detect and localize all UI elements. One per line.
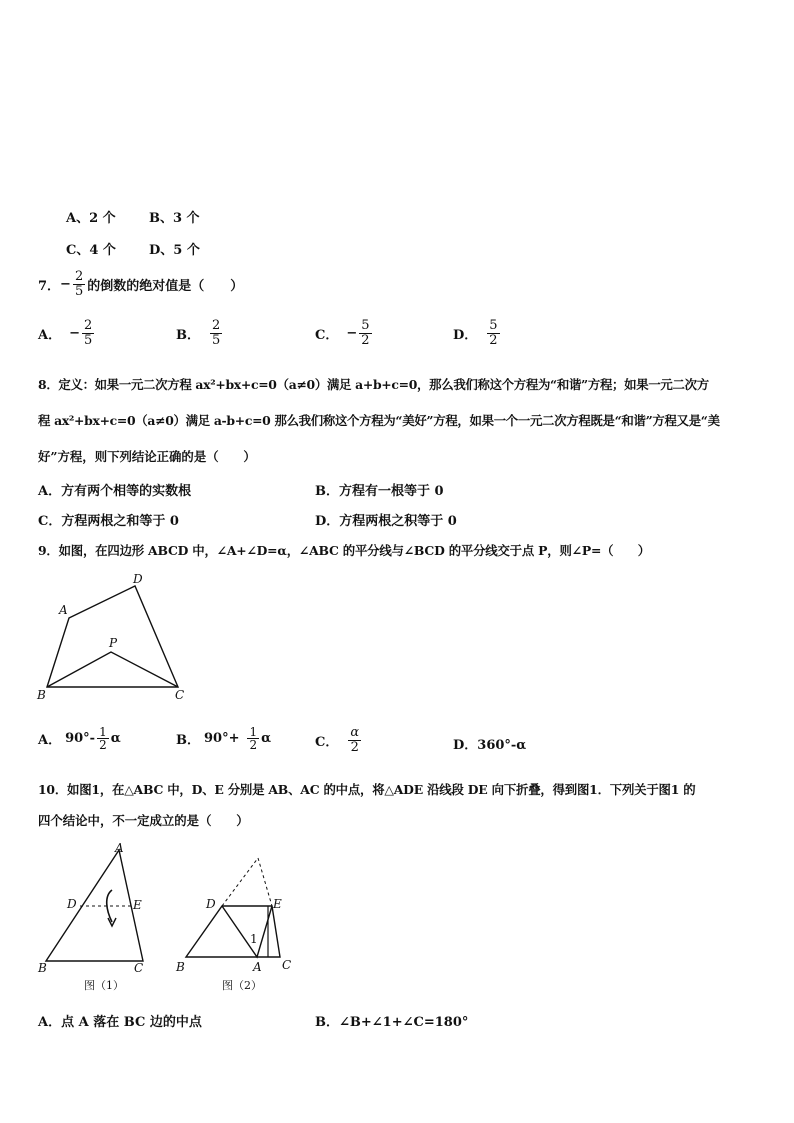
q8-stem-line3: 好”方程，则下列结论正确的是（ ） — [38, 449, 256, 464]
q7-number: 7． — [38, 279, 61, 294]
frac-den: 2 — [249, 738, 258, 752]
q7-option-letter: A． — [38, 328, 62, 343]
frac-num: 2 — [212, 318, 221, 333]
frac-den: 2 — [99, 738, 107, 752]
q7-option-d — [453, 319, 502, 348]
label-b: B — [38, 961, 47, 975]
q7-option-fraction — [487, 319, 499, 348]
q6-option-d: D、5 个 — [149, 243, 200, 258]
q7-option-sign: − — [346, 326, 358, 341]
option-fraction — [247, 726, 259, 751]
frac-num: 5 — [489, 318, 498, 333]
q8-option-c: C．方程两根之和等于 0 — [38, 514, 179, 529]
option-suffix: α — [261, 731, 272, 746]
frac-num: 5 — [361, 318, 370, 333]
q7-stem-text: 的倒数的绝对值是（ ） — [87, 279, 244, 294]
label-a: A — [115, 841, 124, 855]
label-b: B — [37, 688, 46, 702]
label-c: C — [282, 958, 292, 972]
q7-option-letter: D． — [453, 328, 478, 343]
option-prefix: 90°- — [65, 731, 96, 746]
q6-option-c: C、4 个 — [66, 243, 116, 258]
q10-stem-line2: 四个结论中，不一定成立的是（ ） — [38, 813, 249, 828]
q7-option-c — [315, 319, 374, 348]
option-letter: B． — [176, 733, 200, 748]
q10-option-b: B．∠B+∠1+∠C=180° — [315, 1015, 469, 1030]
option-fraction — [348, 726, 361, 755]
q6-option-b: B、3 个 — [149, 211, 200, 226]
q10-figure-2 — [172, 850, 302, 998]
q6-option-a: A、2 个 — [66, 211, 116, 226]
frac-num: α — [350, 725, 360, 740]
q8-stem-line2: 程 ax²+bx+c=0（a≠0）满足 a-b+c=0 那么我们称这个方程为“美好”方程，如果一个一元二次方程既是“和谐”方程又是“美 — [38, 413, 720, 428]
q8-option-d: D．方程两根之积等于 0 — [315, 514, 457, 529]
q7-option-fraction — [210, 319, 222, 348]
q7-option-sign: − — [69, 326, 80, 341]
q10-figure-1 — [34, 838, 164, 998]
label-angle-1: 1 — [250, 932, 258, 946]
q9-option-c — [315, 726, 363, 755]
frac-den: 2 — [489, 333, 498, 348]
q8-option-a: A．方有两个相等的实数根 — [38, 484, 192, 499]
folded-triangle-dae — [222, 906, 272, 957]
bisector-lines — [47, 652, 178, 687]
q10-stem-line1: 10．如图1，在△ABC 中，D、E 分别是 AB、AC 的中点，将△ADE 沿线段 DE 向下折叠，得到图1．下列关于图1 的 — [38, 782, 696, 797]
frac-den: 2 — [361, 333, 370, 348]
label-e: E — [273, 897, 282, 911]
label-a: A — [59, 603, 68, 617]
option-suffix: α — [110, 731, 121, 746]
label-d: D — [206, 897, 216, 911]
q7-fraction — [73, 270, 85, 299]
label-e: E — [133, 898, 142, 912]
dashed-edge-da — [222, 858, 258, 906]
frac-den: 5 — [84, 333, 93, 348]
option-letter: A． — [38, 733, 62, 748]
option-letter: C． — [315, 735, 339, 750]
figure-1-caption: 图（1） — [84, 979, 124, 992]
q7-option-fraction — [359, 319, 371, 348]
frac-den: 2 — [350, 740, 359, 755]
option-prefix: 90°+ — [204, 731, 240, 746]
label-d: D — [67, 897, 77, 911]
q7-frac-num: 2 — [74, 269, 84, 284]
q7-option-fraction — [82, 319, 94, 348]
label-c: C — [134, 961, 144, 975]
q8-stem-line1: 8．定义：如果一元二次方程 ax²+bx+c=0（a≠0）满足 a+b+c=0，那么我们称这个方程为“和谐”方程；如果一元二次方 — [38, 377, 709, 392]
q7-option-letter: B． — [176, 328, 200, 343]
label-c: C — [175, 688, 185, 702]
label-d: D — [133, 572, 143, 586]
q7-option-a — [38, 319, 96, 348]
frac-den: 5 — [212, 333, 221, 348]
option-fraction — [97, 726, 109, 751]
frac-num: 1 — [249, 725, 258, 739]
label-p: P — [109, 636, 118, 650]
frac-num: 1 — [99, 725, 107, 739]
q9-option-a — [38, 726, 121, 751]
frac-num: 2 — [84, 318, 93, 333]
q7-minus: − — [60, 277, 71, 292]
dashed-edge-ae — [258, 858, 272, 906]
q7-option-letter: C． — [315, 328, 339, 343]
q9-option-d: D．360°-α — [453, 738, 527, 753]
q7-stem — [38, 270, 243, 299]
label-b: B — [176, 960, 185, 974]
q7-frac-den: 5 — [74, 284, 84, 299]
label-a: A — [253, 960, 262, 974]
q9-stem: 9．如图，在四边形 ABCD 中，∠A+∠D=α，∠ABC 的平分线与∠BCD 的平分线交于点 P，则∠P=（ ） — [38, 543, 650, 558]
q7-option-b — [176, 319, 224, 348]
q9-quadrilateral-figure — [34, 570, 204, 705]
figure-2-caption: 图（2） — [222, 979, 262, 992]
q10-option-a: A．点 A 落在 BC 边的中点 — [38, 1015, 202, 1030]
trapezoid-bdec — [186, 906, 280, 957]
q8-option-b: B．方程有一根等于 0 — [315, 484, 444, 499]
q9-option-b — [176, 726, 271, 751]
